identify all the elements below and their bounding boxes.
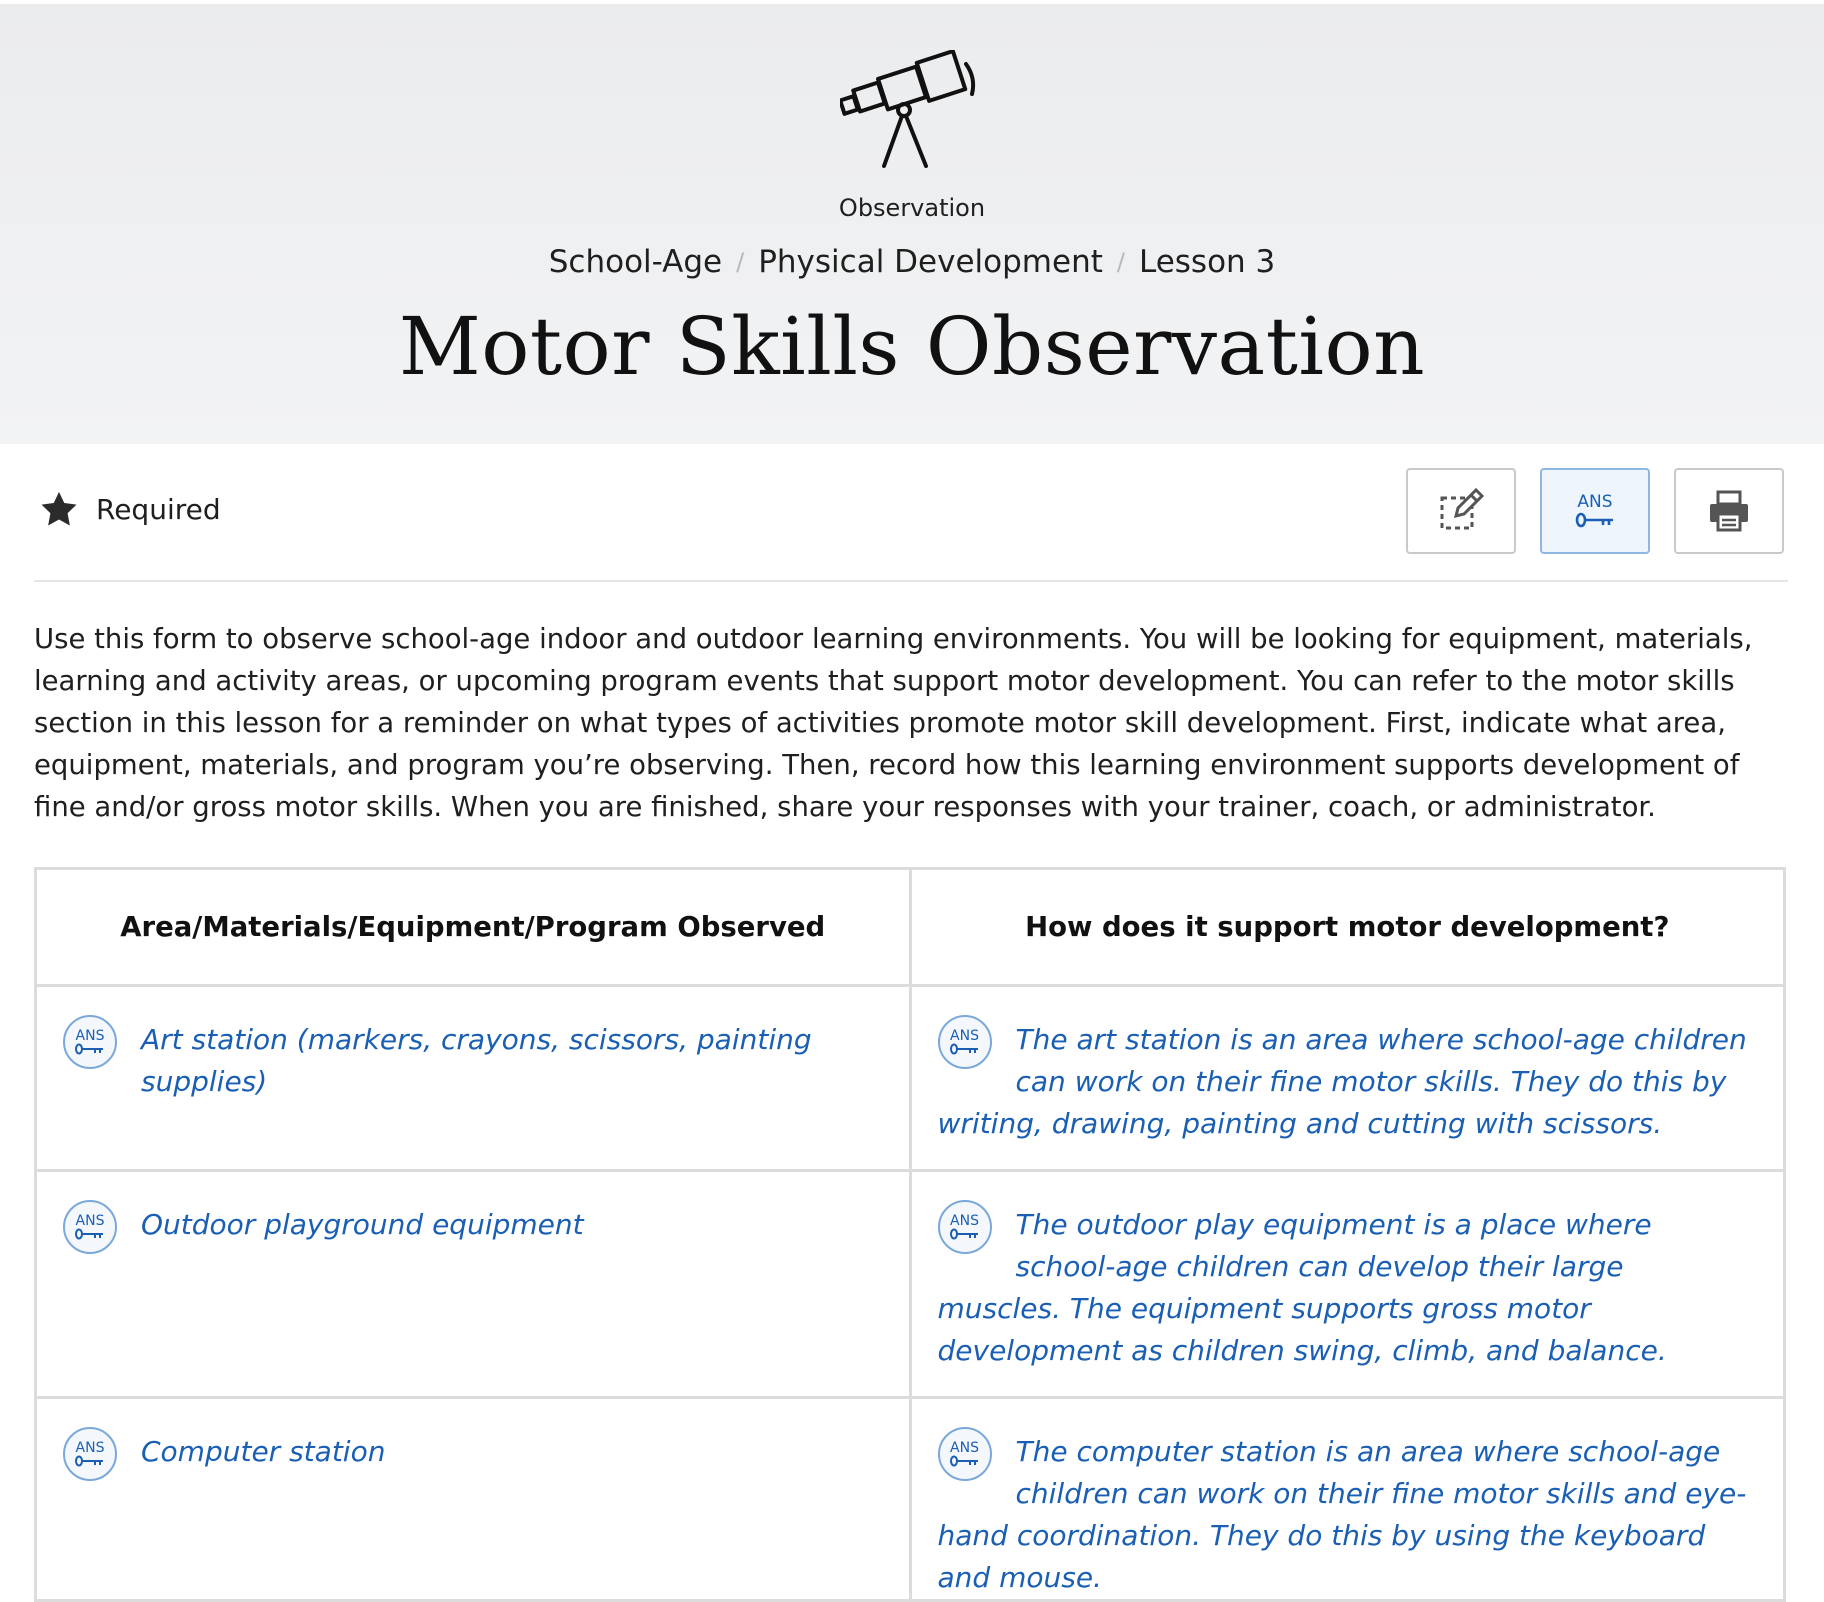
area-answer: Art station (markers, crayons, scissors, painting supplies) <box>141 1023 812 1098</box>
area-answer: Computer station <box>141 1435 386 1468</box>
page-header <box>0 0 1824 444</box>
table-row <box>36 1398 1785 1601</box>
page-title: Motor Skills Observation <box>398 300 1426 393</box>
answer-key-label: ANS <box>1577 492 1613 512</box>
column-header-area: Area/Materials/Equipment/Program Observed <box>36 869 911 986</box>
required-indicator <box>38 488 221 530</box>
print-icon <box>1707 490 1751 532</box>
answer-key-icon: ANS <box>63 1200 117 1254</box>
observation-table <box>34 867 1786 1602</box>
table-header-row <box>36 869 1785 986</box>
instructions-text: Use this form to observe school-age indoor and outdoor learning environments. You will be looking for equipment, materials, learning and activity areas, or upcoming program events that support motor development. You can refer to the motor skills section in this lesson for a reminder on what types of activities promote motor skill development. First, indicate what area, equipment, materials, and program you’re observing. Then, record how this learning environment supports development of fine and/or gross motor skills. When you are finished, share your responses with your trainer, coach, or administrator. <box>34 623 1753 823</box>
support-cell <box>910 1398 1785 1601</box>
answer-key-icon: ANS <box>63 1427 117 1481</box>
toolbar <box>34 466 1788 582</box>
breadcrumb-separator: / <box>1116 248 1125 276</box>
area-cell <box>36 986 911 1171</box>
support-answer: The computer station is an area where school-age children can work on their fine motor skills and eye-hand coordination. They do this by using the keyboard and mouse. <box>937 1435 1747 1594</box>
print-button[interactable] <box>1674 468 1784 554</box>
area-cell <box>36 1171 911 1398</box>
answer-key-icon: ANS <box>938 1200 992 1254</box>
answer-key-icon: ANS <box>938 1015 992 1069</box>
page-kind-label: Observation <box>838 194 986 222</box>
breadcrumb <box>0 244 1824 280</box>
breadcrumb-separator: / <box>736 248 745 276</box>
required-label: Required <box>96 492 221 526</box>
support-answer: The outdoor play equipment is a place where school-age children can develop their large muscles. The equipment supports gross motor development as children swing, climb, and balance. <box>937 1208 1667 1367</box>
breadcrumb-item[interactable]: Physical Development <box>758 244 1103 280</box>
area-cell <box>36 1398 911 1601</box>
support-cell <box>910 986 1785 1171</box>
answer-key-button[interactable] <box>1540 468 1650 554</box>
edit-icon <box>1438 488 1484 534</box>
telescope-icon <box>840 50 980 174</box>
breadcrumb-item[interactable]: Lesson 3 <box>1138 244 1276 280</box>
answer-key-icon <box>1575 493 1615 529</box>
support-cell <box>910 1171 1785 1398</box>
breadcrumb-item[interactable]: School-Age <box>548 244 723 280</box>
table-row <box>36 1171 1785 1398</box>
answer-key-icon: ANS <box>63 1015 117 1069</box>
area-answer: Outdoor playground equipment <box>141 1208 584 1241</box>
edit-button[interactable] <box>1406 468 1516 554</box>
table-row <box>36 986 1785 1171</box>
support-answer: The art station is an area where school-age children can work on their fine motor skills. They do this by writing, drawing, painting and cutting with scissors. <box>937 1023 1747 1140</box>
answer-key-icon: ANS <box>938 1427 992 1481</box>
star-icon <box>38 488 80 530</box>
column-header-support: How does it support motor development? <box>910 869 1785 986</box>
